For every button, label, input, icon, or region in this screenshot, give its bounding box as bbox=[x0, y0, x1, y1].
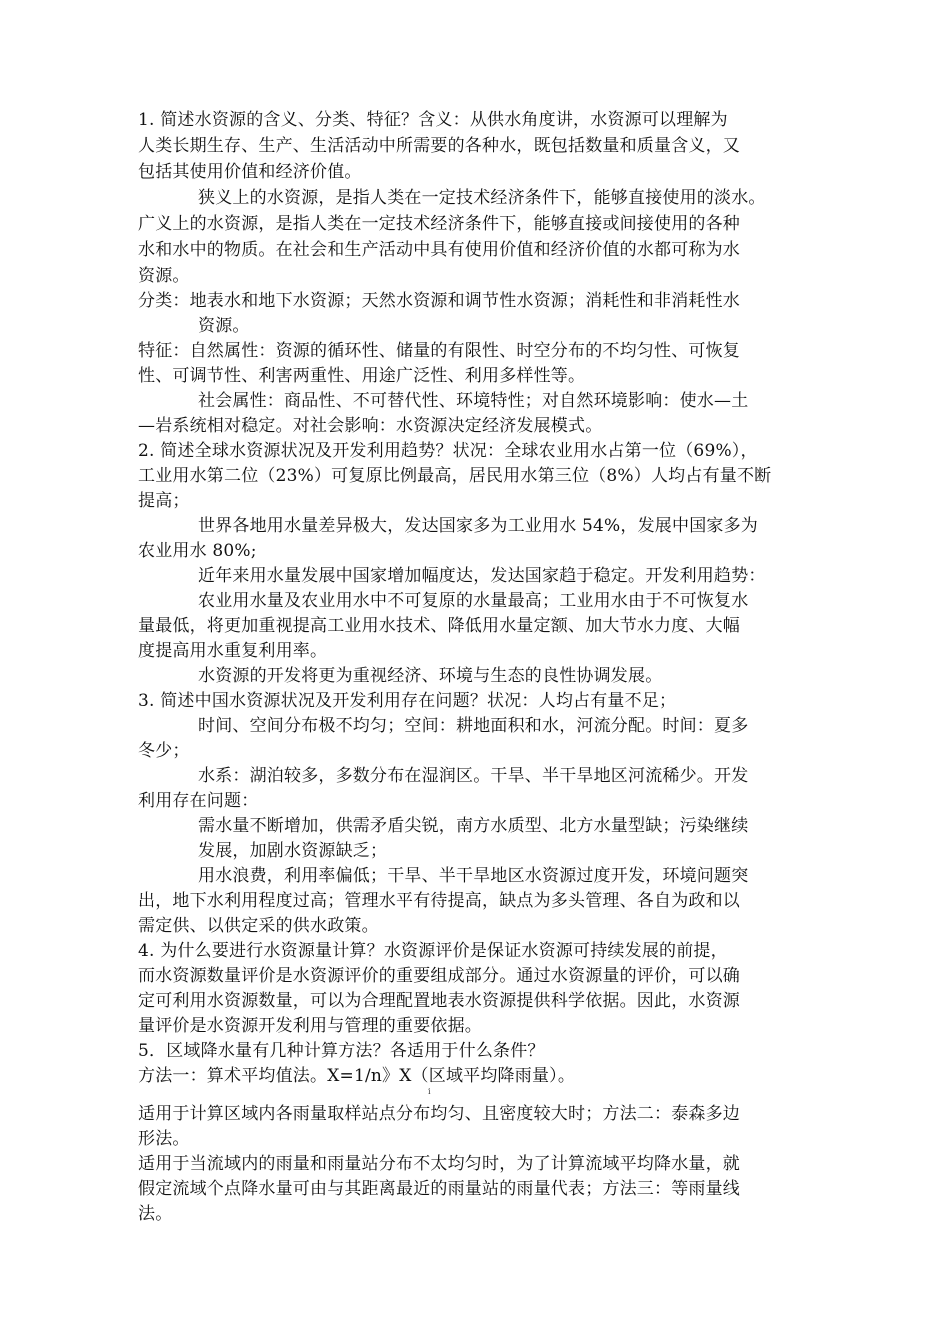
text-line: 而水资源数量评价是水资源评价的重要组成部分。通过水资源量的评价，可以确 bbox=[138, 966, 740, 986]
text-line: 资源。 bbox=[138, 266, 190, 286]
text-line: 特征：自然属性：资源的循环性、储量的有限性、时空分布的不均匀性、可恢复 bbox=[138, 341, 740, 361]
text-line: 利用存在问题： bbox=[138, 791, 259, 811]
text-line: 2. 简述全球水资源状况及开发利用趋势？状况：全球农业用水占第一位（69%）， bbox=[138, 441, 758, 461]
text-line: 近年来用水量发展中国家增加幅度达，发达国家趋于稳定。开发利用趋势： bbox=[198, 566, 766, 586]
text-line: 分类：地表水和地下水资源；天然水资源和调节性水资源；消耗性和非消耗性水 bbox=[138, 291, 740, 311]
text-line: 广义上的水资源，是指人类在一定技术经济条件下，能够直接或间接使用的各种 bbox=[138, 214, 740, 234]
text-line: 法。 bbox=[138, 1204, 173, 1224]
text-line: 5．区域降水量有几种计算方法？各适用于什么条件？ bbox=[138, 1041, 545, 1061]
text-line: 提高； bbox=[138, 491, 190, 511]
text-line: 1. 简述水资源的含义、分类、特征？含义：从供水角度讲，水资源可以理解为 bbox=[138, 110, 728, 130]
text-line: 量评价是水资源开发利用与管理的重要依据。 bbox=[138, 1016, 482, 1036]
text-line: 冬少； bbox=[138, 741, 190, 761]
text-line: 农业用水 80%; bbox=[138, 541, 257, 561]
text-line: 需水量不断增加，供需矛盾尖锐，南方水质型、北方水量型缺；污染继续 bbox=[198, 816, 749, 836]
text-line: 时间、空间分布极不均匀；空间：耕地面积和水，河流分配。时间：夏多 bbox=[198, 716, 749, 736]
text-line: 度提高用水重复利用率。 bbox=[138, 641, 328, 661]
text-line: 水和水中的物质。在社会和生产活动中具有使用价值和经济价值的水都可称为水 bbox=[138, 240, 740, 260]
text-line: 人类长期生存、生产、生活活动中所需要的各种水，既包括数量和质量含义，又 bbox=[138, 136, 740, 156]
text-line: 适用于计算区域内各雨量取样站点分布均匀、且密度较大时；方法二：泰森多边 bbox=[138, 1104, 740, 1124]
text-line: 性、可调节性、利害两重性、用途广泛性、利用多样性等。 bbox=[138, 366, 586, 386]
text-line: 社会属性：商品性、不可替代性、环境特性；对自然环境影响：使水—土 bbox=[198, 391, 749, 411]
text-line: 水系：湖泊较多，多数分布在湿润区。干旱、半干旱地区河流稀少。开发 bbox=[198, 766, 749, 786]
text-line: 适用于当流域内的雨量和雨量站分布不太均匀时，为了计算流域平均降水量，就 bbox=[138, 1154, 740, 1174]
text-line: 假定流域个点降水量可由与其距离最近的雨量站的雨量代表；方法三：等雨量线 bbox=[138, 1179, 740, 1199]
subscript-index: i bbox=[428, 1087, 431, 1096]
text-line: 农业用水量及农业用水中不可复原的水量最高；工业用水由于不可恢复水 bbox=[198, 591, 749, 611]
text-line: 定可利用水资源数量，可以为合理配置地表水资源提供科学依据。因此，水资源 bbox=[138, 991, 740, 1011]
text-line: 出，地下水利用程度过高；管理水平有待提高，缺点为多头管理、各自为政和以 bbox=[138, 891, 740, 911]
text-line: 发展，加剧水资源缺乏； bbox=[198, 841, 388, 861]
text-line: 狭义上的水资源，是指人类在一定技术经济条件下，能够直接使用的淡水。 bbox=[198, 188, 766, 208]
text-line: 需定供、以供定采的供水政策。 bbox=[138, 916, 379, 936]
text-line: 3. 简述中国水资源状况及开发利用存在问题？状况：人均占有量不足； bbox=[138, 691, 677, 711]
text-line: —岩系统相对稳定。对社会影响：水资源决定经济发展模式。 bbox=[138, 416, 603, 436]
text-line: 量最低，将更加重视提高工业用水技术、降低用水量定额、加大节水力度、大幅 bbox=[138, 616, 740, 636]
text-line: 工业用水第二位（23%）可复原比例最高，居民用水第三位（8%）人均占有量不断 bbox=[138, 466, 772, 486]
text-line: 形法。 bbox=[138, 1129, 190, 1149]
text-line: 用水浪费，利用率偏低；干旱、半干旱地区水资源过度开发，环境问题突 bbox=[198, 866, 749, 886]
text-line: 世界各地用水量差异极大，发达国家多为工业用水 54%，发展中国家多为 bbox=[198, 516, 758, 536]
text-line: 方法一：算术平均值法。X=1/n》X（区域平均降雨量）。 bbox=[138, 1066, 576, 1086]
text-line: 4. 为什么要进行水资源量计算？水资源评价是保证水资源可持续发展的前提， bbox=[138, 941, 728, 961]
text-line: 水资源的开发将更为重视经济、环境与生态的良性协调发展。 bbox=[198, 666, 663, 686]
text-line: 资源。 bbox=[198, 316, 250, 336]
text-line: 包括其使用价值和经济价值。 bbox=[138, 162, 362, 182]
